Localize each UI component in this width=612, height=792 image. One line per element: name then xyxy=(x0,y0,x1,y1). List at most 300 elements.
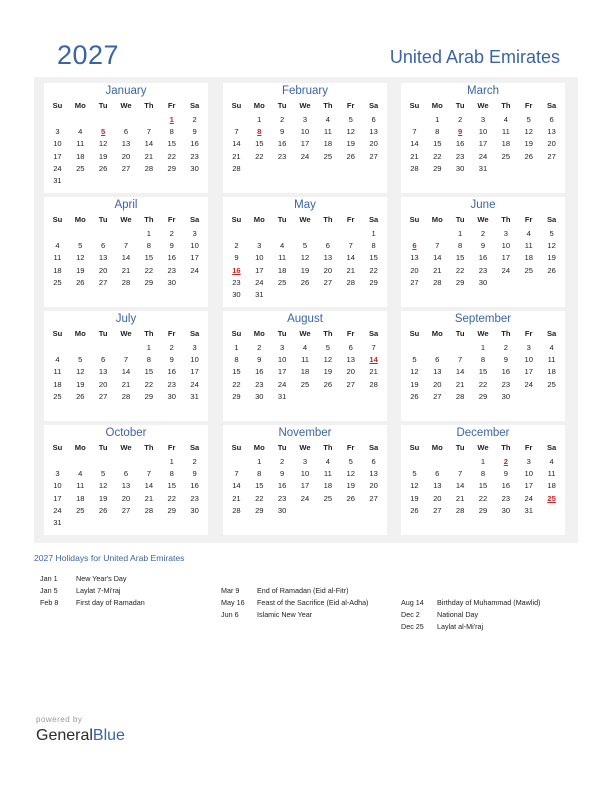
day-cell: 11 xyxy=(76,139,85,149)
month-august xyxy=(223,311,387,421)
day-cell: 28 xyxy=(433,277,442,287)
weekday-label: Tu xyxy=(98,443,108,452)
day-cell: 19 xyxy=(547,253,556,263)
month-name: May xyxy=(294,199,316,211)
empty-cell xyxy=(69,456,92,468)
empty-cell xyxy=(540,391,563,403)
week-row xyxy=(403,456,563,468)
week-row xyxy=(225,138,385,150)
day-cell: 30 xyxy=(478,277,488,287)
day-cell: 9 xyxy=(192,127,197,137)
day-cell: 31 xyxy=(190,391,199,401)
brand-general: General xyxy=(36,727,93,744)
weekday-label: We xyxy=(120,101,132,110)
week-row xyxy=(403,379,563,391)
day-cell: 28 xyxy=(346,277,355,287)
day-cell: 21 xyxy=(433,265,442,275)
day-cell: 30 xyxy=(501,505,511,515)
day-cell: 10 xyxy=(53,139,62,149)
empty-cell xyxy=(225,228,248,240)
day-cell: 14 xyxy=(121,367,131,377)
day-cell: 11 xyxy=(547,469,556,479)
day-cell: 21 xyxy=(144,493,154,503)
day-cell: 25 xyxy=(53,277,62,287)
day-cell: 24 xyxy=(255,277,264,287)
week-row xyxy=(403,277,563,289)
day-cell: 28 xyxy=(232,163,241,173)
day-cell: 13 xyxy=(121,481,131,491)
day-cell: 21 xyxy=(455,493,465,503)
day-cell: 1 xyxy=(435,115,440,124)
weekday-label: We xyxy=(120,443,132,452)
week-row xyxy=(403,138,563,150)
week-row xyxy=(225,342,385,354)
week-row xyxy=(403,342,563,354)
weekday-label: We xyxy=(477,443,489,452)
day-cell: 19 xyxy=(76,265,85,275)
day-cell: 27 xyxy=(121,505,131,515)
day-cell: 9 xyxy=(503,355,508,365)
day-cell: 3 xyxy=(192,229,197,238)
empty-cell xyxy=(540,505,563,517)
day-cell: 19 xyxy=(410,493,419,503)
holiday-item xyxy=(401,621,540,633)
day-cell: 5 xyxy=(412,355,417,365)
weekday-label: Mo xyxy=(74,443,86,452)
day-cell: 5 xyxy=(526,115,531,124)
empty-cell xyxy=(294,289,317,301)
day-cell: 26 xyxy=(346,493,355,503)
week-row xyxy=(225,277,385,289)
week-row xyxy=(46,493,206,505)
holiday-name: Birthday of Muhammad (Mawlid) xyxy=(437,598,541,607)
weekday-label: Fr xyxy=(524,443,533,452)
day-cell: 5 xyxy=(412,469,417,479)
day-cell: 21 xyxy=(455,379,465,389)
weekday-label: Sa xyxy=(546,329,557,338)
weekday-label: Tu xyxy=(455,443,465,452)
holiday-day-cell: 8 xyxy=(257,127,262,137)
day-cell: 22 xyxy=(478,493,488,503)
day-cell: 9 xyxy=(280,469,285,479)
empty-cell xyxy=(494,163,517,175)
day-cell: 17 xyxy=(524,481,533,491)
week-row xyxy=(46,228,206,240)
empty-cell xyxy=(92,456,115,468)
empty-cell xyxy=(339,289,362,301)
day-cell: 10 xyxy=(53,481,62,491)
week-row xyxy=(225,505,385,517)
empty-cell xyxy=(294,505,317,517)
week-row xyxy=(403,505,563,517)
day-cell: 12 xyxy=(410,481,419,491)
holiday-name: National Day xyxy=(437,610,479,619)
weekday-label: Sa xyxy=(189,443,200,452)
day-cell: 22 xyxy=(167,493,176,503)
weekday-label: Mo xyxy=(253,443,265,452)
week-row xyxy=(46,163,206,175)
day-cell: 15 xyxy=(167,139,176,149)
day-cell: 27 xyxy=(98,391,108,401)
day-cell: 3 xyxy=(526,343,531,352)
empty-cell xyxy=(316,505,339,517)
weekday-label: Th xyxy=(323,101,333,110)
day-cell: 26 xyxy=(547,265,556,275)
day-cell: 25 xyxy=(277,277,287,287)
day-cell: 23 xyxy=(277,493,287,503)
holiday-name: Laylat al-Mi'raj xyxy=(437,622,484,631)
day-cell: 24 xyxy=(300,493,310,503)
week-row xyxy=(46,366,206,378)
day-cell: 18 xyxy=(76,493,85,503)
weekday-header xyxy=(46,214,206,226)
day-cell: 7 xyxy=(146,469,151,479)
day-cell: 19 xyxy=(98,493,108,503)
day-cell: 12 xyxy=(524,127,533,137)
week-row xyxy=(46,391,206,403)
empty-cell xyxy=(294,228,317,240)
weekday-label: Tu xyxy=(277,215,287,224)
empty-cell xyxy=(183,517,206,529)
day-cell: 3 xyxy=(480,115,486,124)
day-cell: 4 xyxy=(325,115,330,124)
holiday-column-1 xyxy=(40,573,145,609)
holiday-item xyxy=(221,609,368,621)
empty-cell xyxy=(160,517,183,529)
day-cell: 20 xyxy=(433,379,442,389)
empty-cell xyxy=(339,391,362,403)
day-cell: 14 xyxy=(144,481,154,491)
calendar-year: 2027 xyxy=(57,40,120,70)
week-row xyxy=(403,228,563,240)
day-cell: 3 xyxy=(55,469,60,479)
holiday-date: Dec 25 xyxy=(401,622,424,631)
day-cell: 30 xyxy=(167,391,176,401)
empty-cell xyxy=(316,228,339,240)
day-cell: 16 xyxy=(167,367,176,377)
day-cell: 6 xyxy=(348,343,353,352)
holiday-day-cell: 1 xyxy=(169,115,174,124)
day-cell: 13 xyxy=(547,127,556,137)
weekday-label: Su xyxy=(52,215,63,224)
day-cell: 20 xyxy=(547,139,556,149)
day-cell: 13 xyxy=(346,355,355,365)
weekday-label: Th xyxy=(323,215,333,224)
month-september xyxy=(401,311,565,421)
weekday-label: Fr xyxy=(524,101,533,110)
day-cell: 23 xyxy=(167,265,176,275)
day-cell: 10 xyxy=(524,355,533,365)
day-cell: 30 xyxy=(501,391,511,401)
day-cell: 20 xyxy=(369,481,378,491)
day-cell: 17 xyxy=(478,139,488,149)
empty-cell xyxy=(92,228,115,240)
day-cell: 11 xyxy=(524,241,533,251)
day-cell: 10 xyxy=(478,127,488,137)
week-row xyxy=(46,175,206,187)
weekday-header xyxy=(46,328,206,340)
day-cell: 16 xyxy=(190,481,199,491)
day-cell: 1 xyxy=(146,229,151,238)
empty-cell xyxy=(92,175,115,187)
empty-cell xyxy=(137,114,160,126)
day-cell: 8 xyxy=(480,469,486,479)
holiday-item xyxy=(221,597,368,609)
week-row xyxy=(46,354,206,366)
day-cell: 14 xyxy=(455,367,465,377)
day-cell: 29 xyxy=(478,391,488,401)
empty-cell xyxy=(92,342,115,354)
day-cell: 30 xyxy=(255,391,264,401)
empty-cell xyxy=(46,114,69,126)
day-cell: 6 xyxy=(435,355,440,365)
week-row xyxy=(225,240,385,252)
month-name: October xyxy=(105,427,147,439)
month-april xyxy=(44,197,208,307)
week-row xyxy=(46,138,206,150)
day-cell: 28 xyxy=(232,505,241,515)
weekday-label: Fr xyxy=(167,101,176,110)
day-cell: 9 xyxy=(257,355,262,365)
day-cell: 27 xyxy=(369,493,378,503)
day-cell: 16 xyxy=(478,253,488,263)
day-cell: 10 xyxy=(300,127,310,137)
month-december xyxy=(401,425,565,535)
day-cell: 11 xyxy=(501,127,510,137)
day-cell: 20 xyxy=(121,151,131,161)
day-cell: 18 xyxy=(277,265,287,275)
holiday-date: Jan 1 xyxy=(40,574,58,583)
day-cell: 5 xyxy=(549,229,554,238)
empty-cell xyxy=(426,342,449,354)
empty-cell xyxy=(46,456,69,468)
day-cell: 4 xyxy=(55,355,60,365)
empty-cell xyxy=(426,228,449,240)
day-cell: 7 xyxy=(412,127,417,137)
week-row xyxy=(403,114,563,126)
day-cell: 26 xyxy=(76,277,85,287)
powered-by-text: powered by xyxy=(36,715,83,724)
weekday-label: Tu xyxy=(455,215,465,224)
day-cell: 6 xyxy=(549,115,554,124)
day-cell: 24 xyxy=(524,379,533,389)
day-cell: 15 xyxy=(433,139,442,149)
holiday-day-cell: 16 xyxy=(232,265,241,275)
weekday-label: We xyxy=(299,101,311,110)
day-cell: 23 xyxy=(455,151,465,161)
week-row xyxy=(46,505,206,517)
day-cell: 11 xyxy=(53,253,62,263)
day-cell: 27 xyxy=(121,163,131,173)
day-cell: 13 xyxy=(98,367,108,377)
holiday-day-cell: 25 xyxy=(547,493,556,503)
empty-cell xyxy=(183,175,206,187)
day-cell: 10 xyxy=(190,355,199,365)
day-cell: 23 xyxy=(277,151,287,161)
week-row xyxy=(225,252,385,264)
empty-cell xyxy=(403,456,426,468)
day-cell: 30 xyxy=(167,277,176,287)
weekday-label: Sa xyxy=(546,101,557,110)
holiday-date: Jun 6 xyxy=(221,610,239,619)
day-cell: 15 xyxy=(478,367,488,377)
weekday-label: Fr xyxy=(167,329,176,338)
weekday-label: Fr xyxy=(346,101,355,110)
day-cell: 12 xyxy=(323,355,333,365)
day-cell: 1 xyxy=(169,457,174,466)
day-cell: 25 xyxy=(524,265,533,275)
day-cell: 29 xyxy=(255,505,264,515)
day-cell: 19 xyxy=(346,139,355,149)
day-cell: 2 xyxy=(257,343,262,352)
day-cell: 24 xyxy=(53,163,62,173)
day-cell: 20 xyxy=(433,493,442,503)
day-cell: 24 xyxy=(501,265,511,275)
day-cell: 26 xyxy=(323,379,333,389)
holidays-title: 2027 Holidays for United Arab Emirates xyxy=(34,553,185,563)
day-cell: 7 xyxy=(458,355,463,365)
day-cell: 7 xyxy=(123,355,129,365)
day-cell: 17 xyxy=(501,253,511,263)
weekday-label: Th xyxy=(323,329,333,338)
weekday-label: We xyxy=(299,443,311,452)
weekday-label: We xyxy=(477,215,489,224)
empty-cell xyxy=(115,456,138,468)
month-name: January xyxy=(105,85,147,97)
weekday-label: Mo xyxy=(253,101,265,110)
week-row xyxy=(403,468,563,480)
day-cell: 7 xyxy=(348,241,353,251)
day-cell: 19 xyxy=(524,139,533,149)
day-cell: 11 xyxy=(323,469,332,479)
empty-cell xyxy=(160,175,183,187)
day-cell: 8 xyxy=(234,355,239,365)
day-cell: 3 xyxy=(280,343,285,352)
weekday-label: Mo xyxy=(431,329,443,338)
week-row xyxy=(403,163,563,175)
day-cell: 7 xyxy=(146,127,151,137)
empty-cell xyxy=(225,456,248,468)
day-cell: 20 xyxy=(410,265,419,275)
day-cell: 6 xyxy=(101,355,106,365)
weekday-label: Fr xyxy=(346,443,355,452)
empty-cell xyxy=(316,163,339,175)
day-cell: 18 xyxy=(76,151,85,161)
week-row xyxy=(225,265,385,277)
weekday-label: Th xyxy=(144,329,154,338)
week-row xyxy=(403,151,563,163)
month-name: December xyxy=(456,427,510,439)
month-february xyxy=(223,83,387,193)
day-cell: 4 xyxy=(55,241,60,251)
day-cell: 17 xyxy=(53,151,62,161)
weekday-label: Mo xyxy=(431,101,443,110)
weekday-label: Su xyxy=(409,101,420,110)
day-cell: 14 xyxy=(232,139,241,149)
day-cell: 13 xyxy=(433,481,442,491)
day-cell: 13 xyxy=(369,469,378,479)
day-cell: 10 xyxy=(524,469,533,479)
day-cell: 29 xyxy=(167,163,176,173)
empty-cell xyxy=(248,163,271,175)
weekday-label: We xyxy=(299,329,311,338)
empty-cell xyxy=(426,456,449,468)
day-cell: 5 xyxy=(101,469,106,479)
weekday-label: Tu xyxy=(277,443,287,452)
holiday-date: May 16 xyxy=(221,598,245,607)
day-cell: 21 xyxy=(144,151,154,161)
day-cell: 20 xyxy=(121,493,131,503)
holiday-day-cell: 14 xyxy=(369,355,378,365)
day-cell: 4 xyxy=(526,229,531,238)
day-cell: 14 xyxy=(410,139,419,149)
weekday-label: Mo xyxy=(431,443,443,452)
weekday-label: Su xyxy=(231,329,242,338)
day-cell: 13 xyxy=(323,253,333,263)
empty-cell xyxy=(137,175,160,187)
empty-cell xyxy=(339,505,362,517)
day-cell: 12 xyxy=(300,253,310,263)
day-cell: 27 xyxy=(547,151,556,161)
day-cell: 22 xyxy=(167,151,176,161)
day-cell: 29 xyxy=(433,163,442,173)
weekday-label: We xyxy=(477,101,489,110)
day-cell: 14 xyxy=(455,481,465,491)
day-cell: 6 xyxy=(101,241,106,251)
holiday-item xyxy=(40,585,145,597)
day-cell: 3 xyxy=(526,457,531,466)
month-name: September xyxy=(454,313,512,325)
day-cell: 29 xyxy=(167,505,176,515)
empty-cell xyxy=(69,228,92,240)
day-cell: 1 xyxy=(480,457,486,466)
day-cell: 27 xyxy=(323,277,333,287)
day-cell: 28 xyxy=(144,163,154,173)
day-cell: 22 xyxy=(255,151,264,161)
day-cell: 3 xyxy=(503,229,508,238)
day-cell: 17 xyxy=(190,253,199,263)
week-row xyxy=(403,354,563,366)
generalblue-logo[interactable] xyxy=(36,727,125,745)
day-cell: 21 xyxy=(121,265,131,275)
empty-cell xyxy=(294,163,317,175)
day-cell: 9 xyxy=(234,253,239,263)
empty-cell xyxy=(46,342,69,354)
day-cell: 25 xyxy=(53,391,62,401)
day-cell: 12 xyxy=(76,367,85,377)
weekday-label: Su xyxy=(231,443,242,452)
month-july xyxy=(44,311,208,421)
day-cell: 6 xyxy=(123,469,129,479)
week-row xyxy=(46,517,206,529)
weekday-header xyxy=(225,100,385,112)
empty-cell xyxy=(115,175,138,187)
empty-cell xyxy=(449,456,472,468)
weekday-label: Sa xyxy=(546,443,557,452)
weekday-label: We xyxy=(120,329,132,338)
day-cell: 20 xyxy=(98,265,108,275)
day-cell: 2 xyxy=(458,115,463,124)
day-cell: 12 xyxy=(346,469,355,479)
day-cell: 20 xyxy=(98,379,108,389)
empty-cell xyxy=(339,228,362,240)
day-cell: 5 xyxy=(325,343,330,352)
day-cell: 18 xyxy=(53,379,62,389)
day-cell: 3 xyxy=(257,241,262,251)
holiday-day-cell: 5 xyxy=(101,127,106,137)
holiday-day-cell: 2 xyxy=(503,457,508,466)
empty-cell xyxy=(115,517,138,529)
